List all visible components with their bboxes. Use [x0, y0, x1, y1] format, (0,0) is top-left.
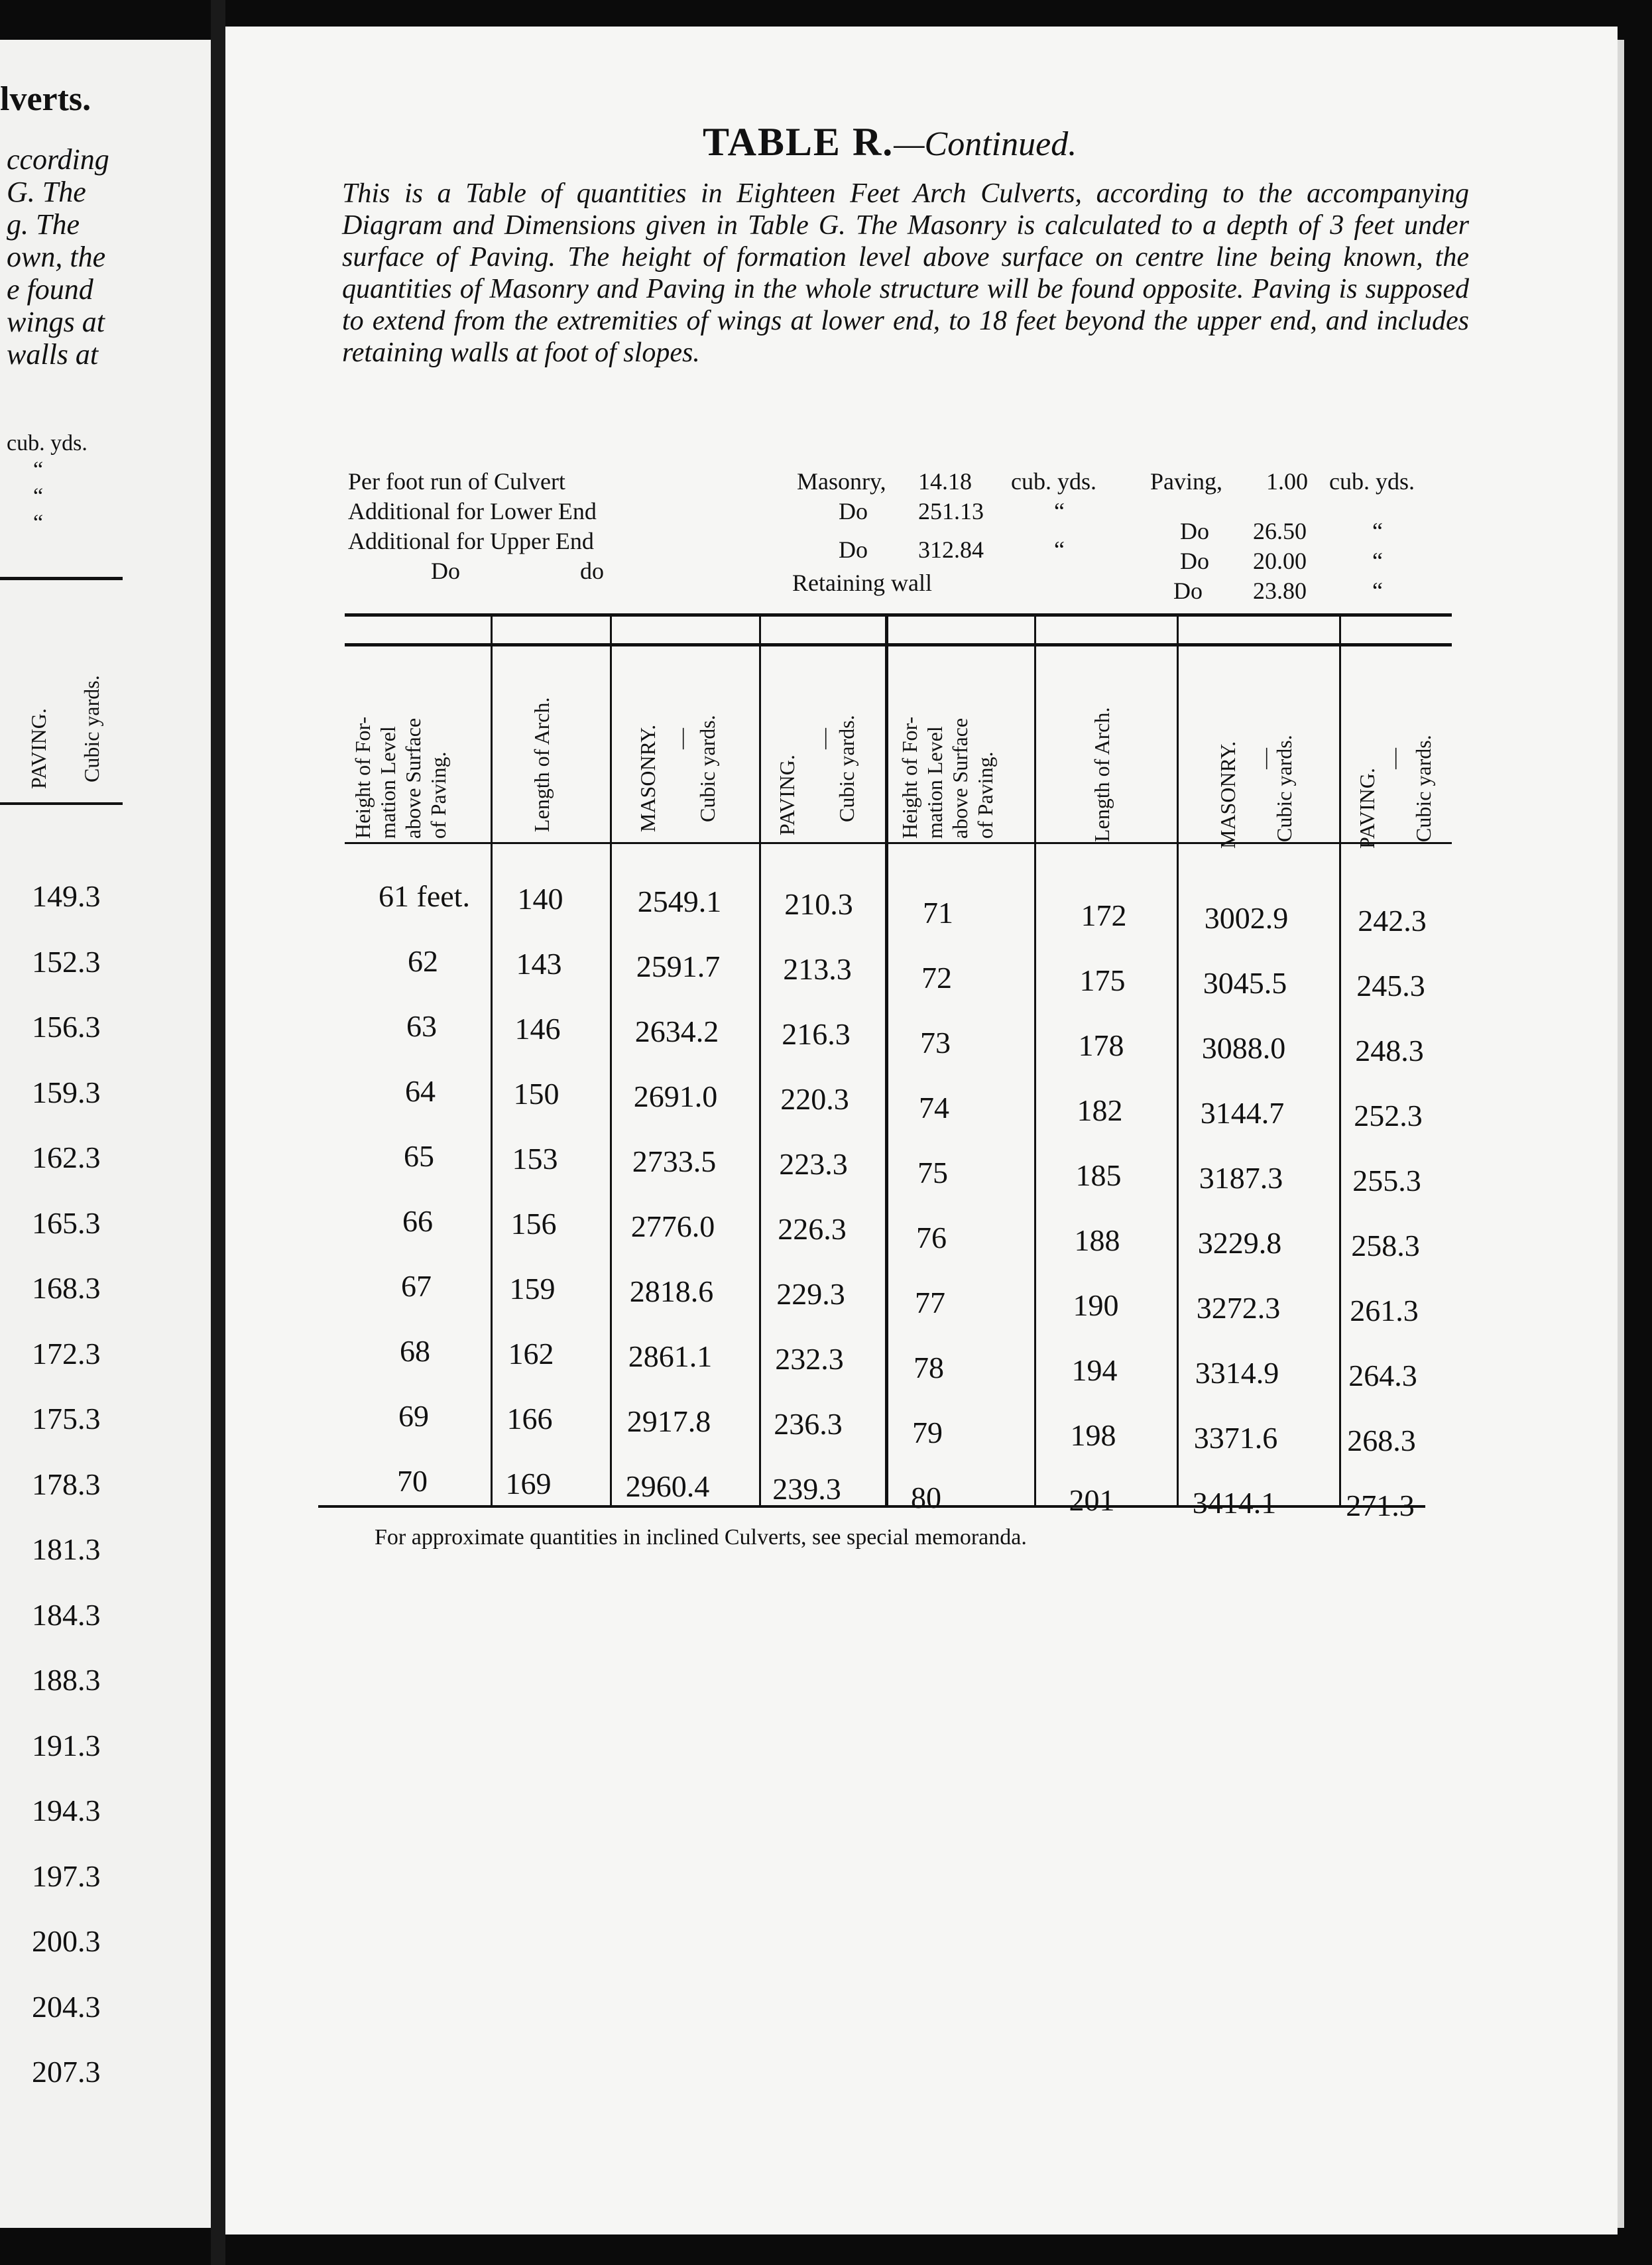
left-page-text-line: e found: [7, 273, 93, 306]
header-dash: —: [669, 728, 693, 749]
cell-paving: 223.3: [779, 1147, 848, 1181]
left-page-paving-value: 162.3: [32, 1140, 101, 1174]
cell-masonry: 2733.5: [632, 1144, 717, 1178]
table-title: TABLE R.: [703, 120, 894, 164]
left-page-paving-value: 175.3: [32, 1402, 101, 1436]
summary-paving-value: 26.50: [1253, 518, 1307, 544]
left-page: [0, 40, 211, 2228]
cell-masonry: 2818.6: [629, 1274, 714, 1308]
summary-paving-unit: “: [1372, 578, 1383, 604]
cell-length-of-arch: 182: [1077, 1093, 1123, 1127]
cell-length-of-arch: 194: [1071, 1353, 1118, 1387]
cell-paving: 229.3: [776, 1277, 845, 1311]
cell-masonry: 2776.0: [630, 1209, 715, 1243]
header-paving: PAVING.: [775, 755, 799, 835]
cell-masonry: 2917.8: [626, 1404, 711, 1438]
header-dash: —: [811, 728, 835, 749]
left-page-text-line: wings at: [7, 306, 105, 338]
summary-paving-label: Do: [1180, 548, 1209, 574]
header-height-line: of Paving.: [973, 751, 997, 839]
summary-masonry-unit: cub. yds.: [1011, 468, 1096, 495]
cell-length-of-arch: 198: [1070, 1418, 1116, 1452]
cell-height: 79: [912, 1416, 943, 1449]
cell-length-of-arch: 162: [508, 1337, 554, 1371]
cell-height: 70: [397, 1464, 428, 1498]
summary-paving-label: Paving,: [1150, 468, 1223, 495]
summary-paving-value: 1.00: [1266, 468, 1308, 495]
header-height-line: of Paving.: [426, 751, 450, 839]
left-page-header-rule: [0, 802, 123, 805]
summary-retaining-wall: Retaining wall: [792, 570, 932, 596]
cell-masonry: 3272.3: [1196, 1291, 1281, 1325]
cell-paving: 271.3: [1346, 1489, 1415, 1522]
left-page-paving-value: 152.3: [32, 944, 101, 979]
cell-masonry: 2691.0: [633, 1079, 718, 1113]
left-page-paving-value: 200.3: [32, 1924, 101, 1958]
cell-length-of-arch: 166: [506, 1402, 553, 1436]
cell-height: 73: [920, 1026, 951, 1060]
left-page-paving-value: 204.3: [32, 1989, 101, 2024]
summary-paving-unit: cub. yds.: [1329, 468, 1415, 495]
table-top-rule-2: [345, 643, 1452, 646]
cell-masonry: 2591.7: [636, 949, 721, 983]
cell-height: 74: [919, 1091, 949, 1125]
summary-masonry-value: 251.13: [918, 498, 984, 524]
header-length: Length of Arch.: [530, 697, 554, 832]
left-page-paving-value: 168.3: [32, 1271, 101, 1305]
header-masonry: MASONRY.: [636, 724, 660, 832]
cell-height: 78: [914, 1351, 944, 1384]
left-page-header-units: Cubic yards.: [80, 675, 103, 782]
header-length: Length of Arch.: [1090, 707, 1114, 842]
header-dash: —: [1382, 748, 1405, 769]
summary-masonry-unit: “: [1054, 498, 1065, 524]
cell-length-of-arch: 190: [1073, 1288, 1119, 1322]
cell-masonry: 2634.2: [634, 1014, 719, 1048]
summary-paving-label: Do: [1180, 518, 1209, 544]
cell-length-of-arch: 175: [1079, 963, 1126, 997]
left-page-paving-value: 165.3: [32, 1205, 101, 1240]
left-page-text-line: ccording: [7, 143, 109, 176]
cell-height: 69: [398, 1399, 429, 1433]
cell-height: 61 feet.: [379, 879, 470, 913]
summary-label: Additional for Lower End: [348, 498, 597, 524]
cell-masonry: 2549.1: [637, 885, 722, 918]
cell-height: 75: [917, 1156, 948, 1190]
column-divider: [1034, 617, 1036, 1505]
summary-label-secondary: do: [580, 558, 604, 584]
header-height-line: above Surface: [948, 717, 972, 839]
cell-height: 66: [402, 1204, 433, 1238]
header-units: Cubic yards.: [695, 715, 719, 822]
summary-paving-label: Do: [1173, 578, 1203, 604]
cell-length-of-arch: 185: [1075, 1158, 1122, 1192]
left-page-text-line: g. The: [7, 208, 80, 241]
cell-paving: 245.3: [1356, 969, 1425, 1003]
cell-paving: 248.3: [1355, 1034, 1424, 1068]
table-title-continued: —Continued.: [894, 125, 1077, 163]
header-dash: —: [1252, 748, 1276, 769]
left-page-header-paving: PAVING.: [27, 708, 50, 789]
cell-length-of-arch: 153: [512, 1142, 558, 1176]
cell-height: 72: [921, 961, 952, 995]
intro-paragraph: This is a Table of quantities in Eighteen Feet Arch Culverts, according to the accompanying Diagram and Dimensions given in Table G. The Masonry is calculated to a depth of 3 feet under surface of Paving. The height of formation level above surface on centre line being known, the quantities of Masonry and Paving in the whole structure will be found opposite. Paving is supposed to extend from the extremities of wings at lower end, to 18 feet beyond the upper end, and includes retaining walls at foot of slopes.: [342, 178, 1469, 368]
book-gutter: [211, 0, 225, 2265]
cell-paving: 239.3: [772, 1472, 841, 1506]
summary-paving-value: 23.80: [1253, 578, 1307, 604]
cell-masonry: 3314.9: [1195, 1356, 1279, 1390]
cell-height: 64: [405, 1074, 436, 1108]
cell-height: 68: [400, 1334, 430, 1368]
cell-masonry: 3229.8: [1197, 1226, 1282, 1260]
summary-label: Additional for Upper End: [348, 528, 594, 554]
header-height-line: Height of For-: [898, 716, 921, 839]
cell-masonry: 3002.9: [1204, 901, 1289, 935]
cell-length-of-arch: 150: [513, 1077, 560, 1111]
summary-paving-value: 20.00: [1253, 548, 1307, 574]
table-header-rule: [345, 842, 1452, 844]
left-page-paving-value: 172.3: [32, 1336, 101, 1371]
cell-masonry: 3187.3: [1199, 1161, 1283, 1195]
header-units: Cubic yards.: [1411, 735, 1435, 842]
cell-paving: 252.3: [1354, 1099, 1423, 1132]
left-page-paving-value: 188.3: [32, 1663, 101, 1697]
cell-length-of-arch: 156: [510, 1207, 557, 1241]
cell-paving: 261.3: [1350, 1294, 1419, 1327]
cell-height: 67: [401, 1269, 432, 1303]
left-page-text-line: G. The: [7, 176, 86, 208]
header-height-line: above Surface: [401, 717, 425, 839]
summary-masonry-unit: “: [1054, 536, 1065, 563]
header-units: Cubic yards.: [835, 715, 858, 822]
left-page-paving-value: 207.3: [32, 2055, 101, 2089]
table-top-rule: [345, 613, 1452, 617]
cell-masonry: 2960.4: [625, 1469, 710, 1503]
cell-paving: 236.3: [774, 1407, 843, 1441]
left-page-paving-value: 184.3: [32, 1597, 101, 1632]
left-page-summary-line: cub. yds.: [7, 431, 88, 456]
cell-masonry: 3414.1: [1192, 1486, 1277, 1520]
cell-paving: 220.3: [780, 1082, 849, 1116]
cell-length-of-arch: 140: [517, 882, 563, 916]
left-page-paving-value: 156.3: [32, 1010, 101, 1044]
summary-label: Do: [431, 558, 460, 584]
cell-height: 80: [911, 1481, 941, 1514]
header-masonry: MASONRY.: [1216, 741, 1240, 849]
summary-masonry-label: Do: [839, 498, 868, 524]
cell-masonry: 3088.0: [1201, 1031, 1286, 1065]
cell-paving: 213.3: [783, 952, 852, 986]
cell-length-of-arch: 146: [514, 1012, 561, 1046]
cell-paving: 210.3: [784, 887, 853, 921]
left-page-summary-line: “: [33, 458, 44, 482]
cell-height: 76: [916, 1221, 947, 1255]
summary-masonry-label: Do: [839, 536, 868, 563]
header-height-line: mation Level: [376, 726, 400, 839]
cell-masonry: 3144.7: [1200, 1096, 1285, 1130]
left-page-paving-value: 159.3: [32, 1075, 101, 1109]
cell-paving: 258.3: [1351, 1229, 1420, 1262]
summary-masonry-value: 14.18: [918, 468, 972, 495]
cell-height: 63: [406, 1009, 437, 1043]
header-height-line: Height of For-: [351, 716, 375, 839]
summary-paving-unit: “: [1372, 518, 1383, 544]
left-page-summary-line: “: [33, 511, 44, 535]
header-units: Cubic yards.: [1272, 735, 1296, 842]
cell-paving: 255.3: [1352, 1164, 1421, 1197]
cell-length-of-arch: 188: [1074, 1223, 1120, 1257]
cell-length-of-arch: 169: [505, 1467, 552, 1500]
summary-masonry-value: 312.84: [918, 536, 984, 563]
header-height-line: mation Level: [923, 726, 947, 839]
cell-length-of-arch: 172: [1081, 898, 1127, 932]
left-page-paving-value: 181.3: [32, 1532, 101, 1566]
cell-paving: 232.3: [775, 1342, 844, 1376]
summary-paving-unit: “: [1372, 548, 1383, 574]
left-page-paving-value: 178.3: [32, 1467, 101, 1501]
page-title: [703, 119, 1077, 165]
cell-paving: 216.3: [782, 1017, 851, 1051]
cell-length-of-arch: 143: [516, 947, 562, 981]
left-page-paving-value: 197.3: [32, 1859, 101, 1893]
cell-masonry: 2861.1: [628, 1339, 713, 1373]
cell-height: 65: [404, 1139, 434, 1173]
cell-masonry: 3045.5: [1203, 966, 1287, 1000]
cell-paving: 268.3: [1347, 1424, 1416, 1457]
left-page-rule: [0, 577, 123, 580]
cell-paving: 226.3: [778, 1212, 847, 1246]
header-paving: PAVING.: [1355, 768, 1379, 849]
left-page-summary-line: “: [33, 484, 44, 509]
summary-masonry-label: Masonry,: [797, 468, 886, 495]
cell-paving: 242.3: [1358, 904, 1427, 938]
cell-paving: 264.3: [1348, 1359, 1417, 1392]
cell-length-of-arch: 201: [1069, 1483, 1115, 1517]
left-page-text-line: walls at: [7, 338, 99, 371]
summary-label: Per foot run of Culvert: [348, 468, 565, 495]
cell-length-of-arch: 178: [1078, 1028, 1124, 1062]
cell-height: 62: [408, 944, 438, 978]
left-page-title-fragment: lverts.: [0, 80, 91, 118]
column-divider: [491, 617, 493, 1505]
left-page-text-line: own, the: [7, 241, 106, 273]
cell-height: 71: [923, 896, 953, 930]
left-page-paving-value: 194.3: [32, 1794, 101, 1827]
cell-height: 77: [915, 1286, 945, 1319]
left-page-paving-value: 149.3: [32, 879, 101, 913]
left-page-paving-value: 191.3: [32, 1728, 101, 1762]
cell-length-of-arch: 159: [509, 1272, 556, 1306]
cell-masonry: 3371.6: [1193, 1421, 1278, 1455]
footnote: For approximate quantities in inclined Culverts, see special memoranda.: [375, 1525, 1027, 1550]
